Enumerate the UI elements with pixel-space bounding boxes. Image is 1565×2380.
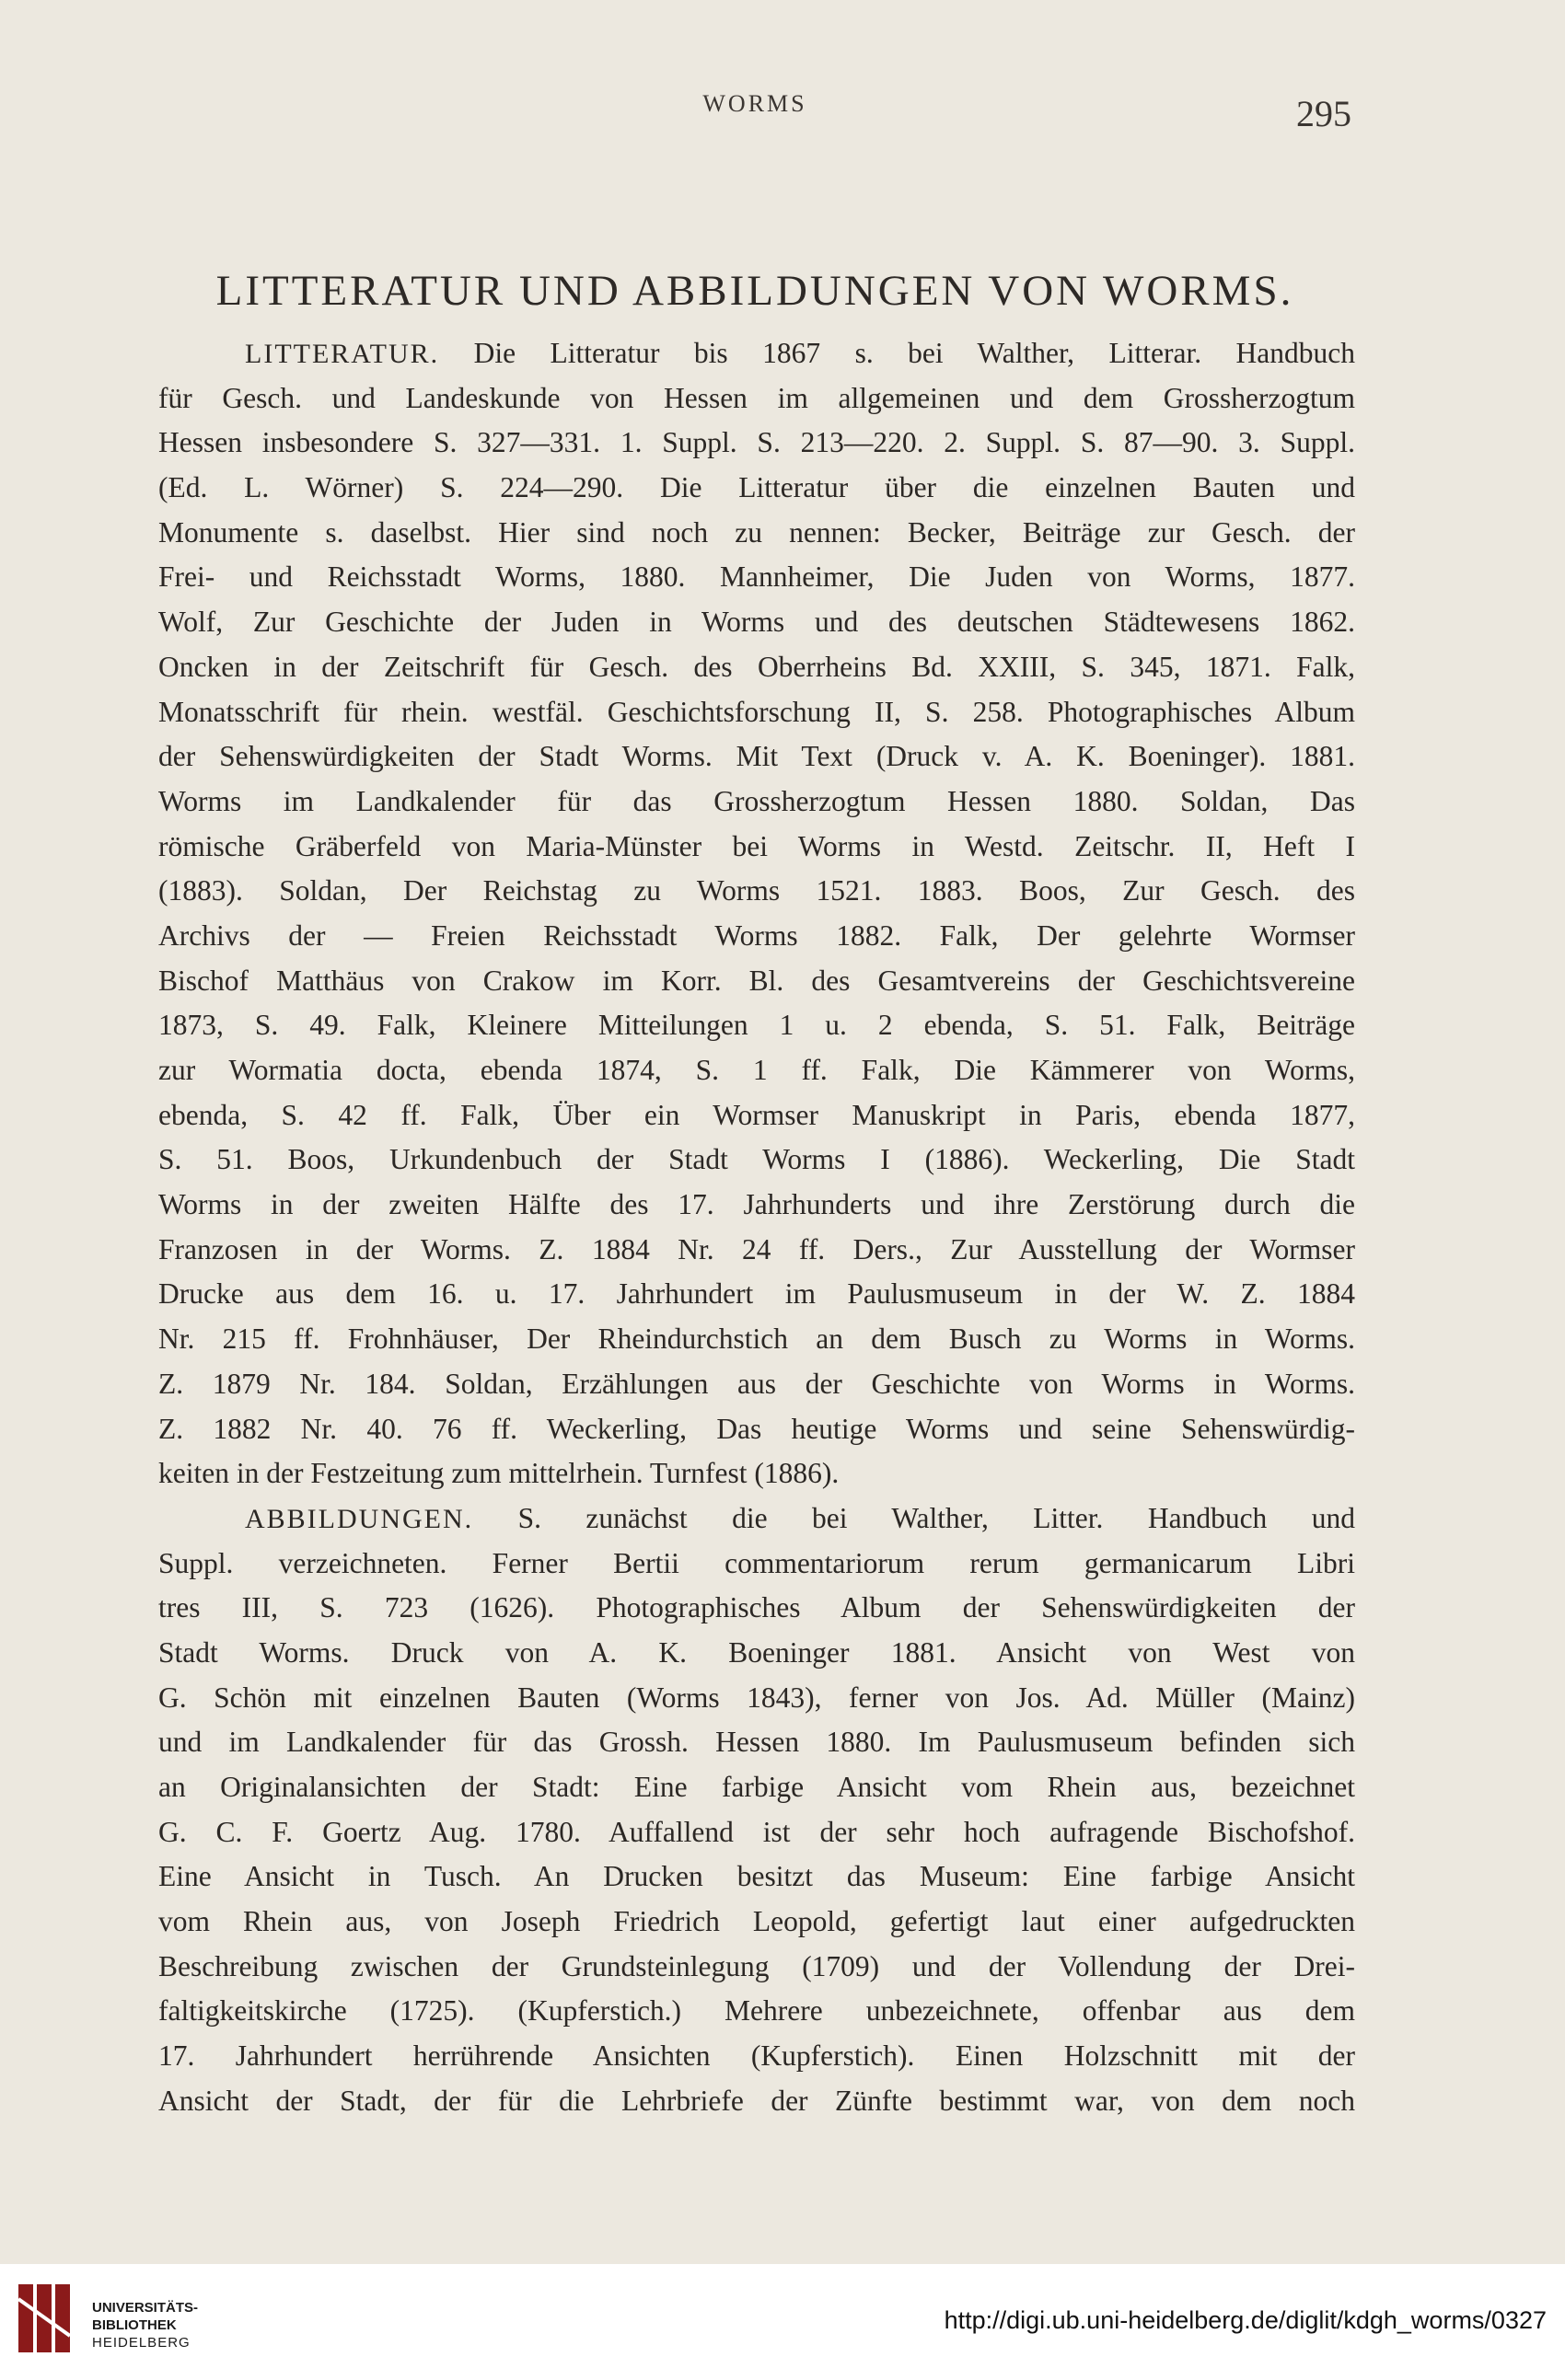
text-line: Monatsschrift für rhein. westfäl. Geschichtsforschung II, S. 258. Photographisches Album [158,695,1355,728]
text-line: und im Landkalender für das Grossh. Hessen 1880. Im Paulusmuseum befinden sich [158,1726,1355,1759]
library-name [92,2299,198,2351]
text-line: Bischof Matthäus von Crakow im Korr. Bl. des Gesamtvereins der Geschichtsvereine [158,964,1355,997]
text-line: (Ed. L. Wörner) S. 224—290. Die Litteratur über die einzelnen Bauten und [158,471,1355,504]
text-line: Nr. 215 ff. Frohnhäuser, Der Rheindurchstich an dem Busch zu Worms in Worms. [158,1323,1355,1356]
text-line: Stadt Worms. Druck von A. K. Boeninger 1881. Ansicht von West von [158,1635,1355,1669]
text-line: römische Gräberfeld von Maria-Münster bei Worms in Westd. Zeitschr. II, Heft I [158,829,1355,862]
text-line: Wolf, Zur Geschichte der Juden in Worms und des deutschen Städtewesens 1862. [158,606,1355,639]
text-line: G. C. F. Goertz Aug. 1780. Auffallend ist der sehr hoch aufragende Bischofshof. [158,1815,1355,1848]
text-line: Franzosen in der Worms. Z. 1884 Nr. 24 ff. Ders., Zur Ausstellung der Wormser [158,1232,1355,1265]
text-line: an Originalansichten der Stadt: Eine farbige Ansicht vom Rhein aus, bezeichnet [158,1771,1355,1803]
text-line: Archivs der — Freien Reichsstadt Worms 1882. Falk, Der gelehrte Wormser [158,918,1355,952]
text-line: Monumente s. daselbst. Hier sind noch zu nennen: Becker, Beiträge zur Gesch. der [158,515,1355,549]
text-line: zur Wormatia docta, ebenda 1874, S. 1 ff. Falk, Die Kämmerer von Worms, [158,1054,1355,1086]
text-line: Frei- und Reichsstadt Worms, 1880. Mannheimer, Die Juden von Worms, 1877. [158,560,1355,594]
text-line: Beschreibung zwischen der Grundsteinlegung (1709) und der Vollendung der Drei- [158,1949,1355,1982]
text-line: 1873, S. 49. Falk, Kleinere Mitteilungen 1 u. 2 ebenda, S. 51. Falk, Beiträge [158,1009,1355,1042]
text-line: ABBILDUNGEN. S. zunächst die bei Walther, Litter. Handbuch und [245,1501,1355,1534]
running-head: WORMS [702,90,807,117]
page-title: LITTERATUR UND ABBILDUNGEN VON WORMS. [215,267,1294,316]
page-number: 295 [1296,93,1351,134]
text-line: ebenda, S. 42 ff. Falk, Über ein Wormser Manuskript in Paris, ebenda 1877, [158,1098,1355,1131]
text-line: keiten in der Festzeitung zum mittelrhein. Turnfest (1886). [158,1457,840,1490]
text-line: LITTERATUR. Die Litteratur bis 1867 s. bei Walther, Litterar. Handbuch [245,337,1355,369]
text-line: Hessen insbesondere S. 327—331. 1. Suppl. S. 213—220. 2. Suppl. S. 87—90. 3. Suppl. [158,426,1355,459]
library-name-line: HEIDELBERG [92,2335,191,2351]
text-line: Oncken in der Zeitschrift für Gesch. des Oberrheins Bd. XXIII, S. 345, 1871. Falk, [158,650,1355,683]
text-line: faltigkeitskirche (1725). (Kupferstich.) Mehrere unbezeichnete, offenbar aus dem [158,1994,1355,2028]
source-url-link[interactable]: http://digi.ub.uni-heidelberg.de/diglit/kdgh_worms/0327 [944,2306,1547,2334]
text-line: Suppl. verzeichneten. Ferner Bertii commentariorum rerum germanicarum Libri [158,1546,1355,1579]
university-seal-icon [17,2281,74,2356]
text-line: der Sehenswürdigkeiten der Stadt Worms. Mit Text (Druck v. A. K. Boeninger). 1881. [158,740,1355,773]
text-line: Ansicht der Stadt, der für die Lehrbriefe der Zünfte bestimmt war, von dem noch [158,2084,1355,2117]
text-line: Eine Ansicht in Tusch. An Drucken besitzt das Museum: Eine farbige Ansicht [158,1860,1355,1893]
library-name-line: UNIVERSITÄTS- [92,2300,199,2316]
text-line: Drucke aus dem 16. u. 17. Jahrhundert im Paulusmuseum in der W. Z. 1884 [158,1277,1355,1311]
text-line: für Gesch. und Landeskunde von Hessen im allgemeinen und dem Grossherzogtum [158,381,1355,414]
text-line: Z. 1882 Nr. 40. 76 ff. Weckerling, Das heutige Worms und seine Sehenswürdig- [158,1412,1355,1445]
text-line: vom Rhein aus, von Joseph Friedrich Leopold, gefertigt laut einer aufgedruckten [158,1905,1355,1938]
text-line: tres III, S. 723 (1626). Photographisches Album der Sehenswürdigkeiten der [158,1591,1355,1624]
footer-bar [0,2264,1565,2380]
body-text [158,331,1355,2124]
text-line: (1883). Soldan, Der Reichstag zu Worms 1521. 1883. Boos, Zur Gesch. des [158,874,1355,907]
text-line: Z. 1879 Nr. 184. Soldan, Erzählungen aus der Geschichte von Worms in Worms. [158,1367,1355,1400]
text-line: Worms im Landkalender für das Grossherzogtum Hessen 1880. Soldan, Das [158,784,1355,817]
text-line: S. 51. Boos, Urkundenbuch der Stadt Worms I (1886). Weckerling, Die Stadt [158,1143,1355,1176]
library-name-line: BIBLIOTHEK [92,2317,177,2333]
text-line: Worms in der zweiten Hälfte des 17. Jahrhunderts und ihre Zerstörung durch die [158,1188,1355,1221]
text-line: G. Schön mit einzelnen Bauten (Worms 1843), ferner von Jos. Ad. Müller (Mainz) [158,1681,1355,1714]
text-line: 17. Jahrhundert herrührende Ansichten (Kupferstich). Einen Holzschnitt mit der [158,2039,1355,2073]
